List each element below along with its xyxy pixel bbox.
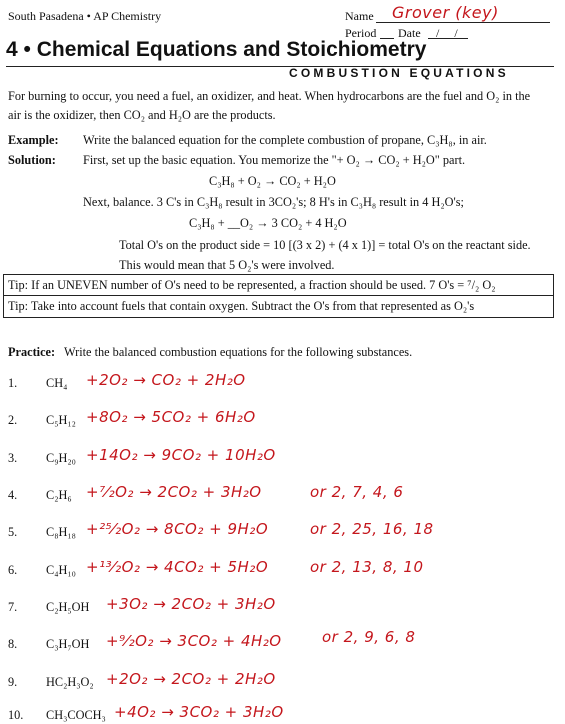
- handwritten-answer: +⁹⁄₂O₂ → 3CO₂ + 4H₂O: [106, 632, 282, 650]
- question-number: 8.: [8, 637, 18, 651]
- question-number: 1.: [8, 376, 18, 390]
- handwritten-alternate: or 2, 7, 4, 6: [310, 483, 404, 501]
- intro-line-1: For burning to occur, you need a fuel, an oxidizer, and heat. When hydrocarbons are the fuel and O₂ in the: [8, 89, 531, 103]
- question-formula: HC₂H₃O₂: [46, 675, 94, 689]
- practice-instructions: Write the balanced combustion equations for the following substances.: [64, 345, 413, 359]
- handwritten-answer: +4O₂ → 3CO₂ + 3H₂O: [114, 703, 284, 721]
- question-formula: C₅H₁₂: [46, 413, 76, 427]
- name-label: Name: [345, 9, 374, 23]
- handwritten-alternate: or 2, 25, 16, 18: [310, 520, 434, 538]
- question-formula: C₈H₁₈: [46, 525, 76, 539]
- date-label: Date: [398, 26, 421, 40]
- question-number: 10.: [8, 708, 24, 722]
- question-number: 3.: [8, 451, 18, 465]
- solution-label: Solution:: [8, 153, 56, 167]
- name-line: [376, 22, 550, 23]
- question-formula: CH₄: [46, 376, 68, 390]
- question-number: 9.: [8, 675, 18, 689]
- equation-unbalanced: C₃H₈ + O₂ → CO₂ + H₂O: [209, 174, 336, 188]
- solution-line-2: Next, balance. 3 C's in C₃H₈ result in 3CO₂'s; 8 H's in C₃H₈ result in 4 H₂O's;: [83, 195, 464, 209]
- solution-line-3: Total O's on the product side = 10 [(3 x 2) + (4 x 1)] = total O's on the reactant side.: [119, 238, 531, 252]
- school-label: South Pasadena • AP Chemistry: [8, 9, 162, 23]
- intro-line-2: air is the oxidizer, then CO₂ and H₂O are the products.: [8, 108, 276, 122]
- handwritten-answer: +3O₂ → 2CO₂ + 3H₂O: [106, 595, 276, 613]
- section-subtitle: COMBUSTION EQUATIONS: [289, 66, 509, 80]
- tip-1: Tip: If an UNEVEN number of O's need to be represented, a fraction should be used. 7 O's = ⁷/₂ O₂: [8, 278, 496, 292]
- question-formula: C₂H₆: [46, 488, 72, 502]
- question-formula: C₄H₁₀: [46, 563, 76, 577]
- solution-line-1: First, set up the basic equation. You memorize the "+ O₂ → CO₂ + H₂O" part.: [83, 153, 466, 167]
- handwritten-answer: +8O₂ → 5CO₂ + 6H₂O: [86, 408, 256, 426]
- period-label: Period: [345, 26, 377, 40]
- question-number: 2.: [8, 413, 18, 427]
- date-value: / /: [436, 26, 464, 40]
- question-number: 5.: [8, 525, 18, 539]
- name-handwritten: Grover (key): [392, 3, 499, 22]
- solution-line-4: This would mean that 5 O₂'s were involved.: [119, 258, 335, 272]
- example-text: Write the balanced equation for the complete combustion of propane, C₃H₈, in air.: [83, 133, 487, 147]
- handwritten-alternate: or 2, 9, 6, 8: [322, 628, 416, 646]
- question-number: 6.: [8, 563, 18, 577]
- question-formula: C₂H₅OH: [46, 600, 90, 614]
- handwritten-answer: +2O₂ → 2CO₂ + 2H₂O: [106, 670, 276, 688]
- page-title: 4 • Chemical Equations and Stoichiometry: [6, 38, 427, 61]
- handwritten-answer: +2O₂ → CO₂ + 2H₂O: [86, 371, 246, 389]
- handwritten-alternate: or 2, 13, 8, 10: [310, 558, 424, 576]
- handwritten-answer: +¹³⁄₂O₂ → 4CO₂ + 5H₂O: [86, 558, 269, 576]
- question-number: 4.: [8, 488, 18, 502]
- tips-divider: [3, 295, 554, 296]
- handwritten-answer: +²⁵⁄₂O₂ → 8CO₂ + 9H₂O: [86, 520, 269, 538]
- handwritten-answer: +⁷⁄₂O₂ → 2CO₂ + 3H₂O: [86, 483, 262, 501]
- handwritten-answer: +14O₂ → 9CO₂ + 10H₂O: [86, 446, 276, 464]
- tip-2: Tip: Take into account fuels that contain oxygen. Subtract the O's from that represented as O₂'s: [8, 299, 475, 313]
- example-label: Example:: [8, 133, 59, 147]
- practice-label: Practice:: [8, 345, 56, 359]
- equation-partial: C₃H₈ + __O₂ → 3 CO₂ + 4 H₂O: [189, 216, 347, 230]
- question-formula: C₉H₂₀: [46, 451, 76, 465]
- question-formula: C₃H₇OH: [46, 637, 90, 651]
- question-number: 7.: [8, 600, 18, 614]
- question-formula: CH₃COCH₃: [46, 708, 106, 722]
